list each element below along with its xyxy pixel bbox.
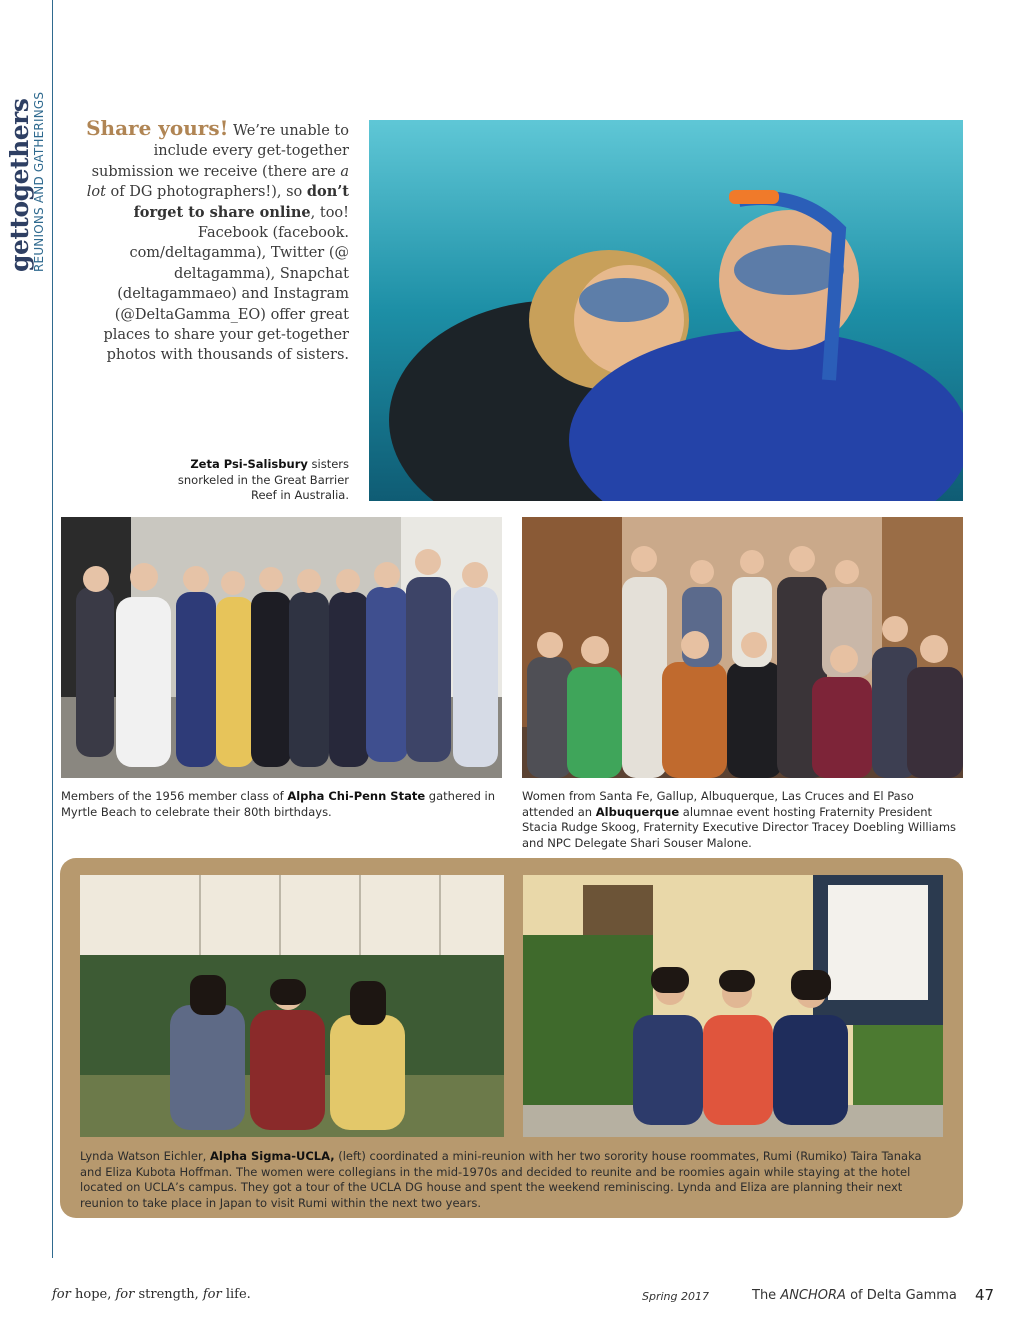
section-rule <box>52 0 53 1258</box>
share-lead: Share yours! <box>86 116 229 140</box>
penn-state-photo <box>61 517 502 778</box>
snorkel-photo <box>369 120 963 501</box>
ucla-reunion-photo <box>523 875 943 1137</box>
footer-magazine-name: The ANCHORA of Delta Gamma <box>752 1288 957 1303</box>
ucla-vintage-photo <box>80 875 504 1137</box>
penn-state-caption: Members of the 1956 member class of Alpha Chi-Penn State gathered in Myrtle Beach to celebrate their 80th birthdays. <box>61 789 496 819</box>
share-your-photos-text: Share yours! We’re unable to include every get-together submission we receive (there are a lot of DG photographers!), so don’t forget to share online, too! Facebook (facebook. com/deltagamma), Twitter (@ deltagamma), Snapchat (deltagammaeo) and Instagram (@DeltaGamma_EO) offer great places to share your get-together photos with thousands of sisters. <box>86 116 349 364</box>
albuquerque-photo <box>522 517 963 778</box>
section-subtitle: REUNIONS AND GATHERINGS <box>32 91 46 272</box>
section-title: gettogethers <box>5 98 34 272</box>
albuquerque-caption: Women from Santa Fe, Gallup, Albuquerque, Las Cruces and El Paso attended an Albuquerque alumnae event hosting Fraternity President Stacia Rudge Skoog, Fraternity Executive Director Tracey Doebling Williams and NPC Delegate Shari Souser Malone. <box>522 789 957 850</box>
footer-issue-season: Spring 2017 <box>642 1290 709 1303</box>
footer-motto: for hope, for strength, for life. <box>52 1287 251 1302</box>
section-label <box>5 72 48 272</box>
page-number: 47 <box>975 1286 995 1304</box>
ucla-caption: Lynda Watson Eichler, Alpha Sigma-UCLA, (left) coordinated a mini-reunion with her two sorority house roommates, Rumi (Rumiko) Taira Tanaka and Eliza Kubota Hoffman. The women were collegians in the mid-1970s and decided to reunite and be roomies again while staying at the hotel located on UCLA’s campus. They got a tour of the UCLA DG house and spent the weekend reminiscing. Lynda and Eliza are planning their next reunion to take place in Japan to visit Rumi within the next two years. <box>80 1149 922 1210</box>
snorkel-caption: Zeta Psi-Salisbury sisters snorkeled in the Great Barrier Reef in Australia. <box>177 457 349 503</box>
